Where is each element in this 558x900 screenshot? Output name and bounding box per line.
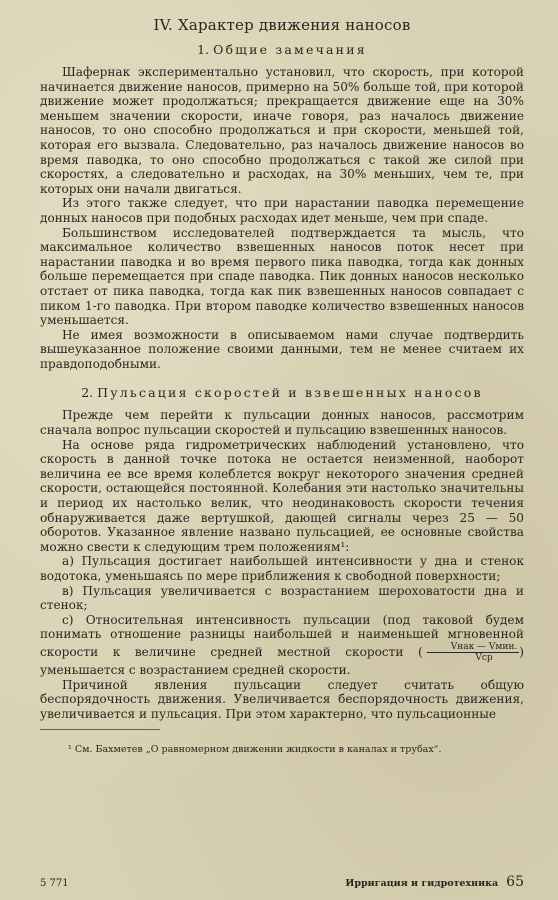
list-item-c-end: ) уменьшается с возрастанием средней скорости. bbox=[40, 644, 524, 677]
journal-name: Ирригация и гидротехника bbox=[345, 878, 499, 889]
list-item-a: а) Пульсация достигает наибольшей интенсивности у дна и стенок водотока, уменьшаясь по мере приближения к свободной поверхности; bbox=[40, 554, 524, 583]
list-item-c: с) Относительная интенсивность пульсации (под таковой будем понимать отношение разницы наибольшей и наименьшей мгновенной скорости к величине средней местной скорости ( $\frac{\text{Vнак — Vмин.}}{\text{Vср}}$ ) уменьшается с возрастанием средней скорости. bbox=[40, 612, 524, 677]
list-item-c-text: с) Относительная интенсивность пульсации (под таковой будем понимать отношение разницы наибольшей и наименьшей мгновенной скорости к величине средней местной скорости bbox=[40, 612, 524, 659]
velocity-ratio-formula bbox=[427, 642, 520, 663]
section1-paragraph-2: Из этого также следует, что при нарастании паводка перемещение донных наносов при подобных расходах идет меньше, чем при спаде. bbox=[40, 196, 524, 225]
section2-title: Пульсация скоростей и взвешенных наносов bbox=[97, 385, 483, 401]
page-footer bbox=[40, 874, 524, 890]
formula-denominator: Vср bbox=[475, 652, 493, 663]
footer-right bbox=[345, 874, 524, 890]
section1-title: Общие замечания bbox=[213, 42, 367, 57]
footnote: ¹ См. Бахметев „О равномерном движении жидкости в каналах и трубах“. bbox=[68, 744, 442, 756]
footnote-divider bbox=[40, 729, 160, 730]
section2-heading bbox=[40, 385, 524, 400]
section2-paragraph-3: Причиной явления пульсации следует считать общую беспорядочность движения. Увеличивается беспорядочность движения, увеличивается и пульсация. При этом характерно, что пульсационные bbox=[40, 677, 524, 721]
formula-numerator: Vнак — Vмин. bbox=[427, 642, 520, 653]
section1-paragraph-1: Шафернак экспериментально установил, что скорость, при которой начинается движение наносов, примерно на 50% больше той, при которой движение может продолжаться; прекращается движение еще на 30% меньшем значении скорости, иначе говоря, раз началось движение наносов, то оно способно продолжаться и при скорости, меньшей той, которая его вызвала. Следовательно, раз началось движение наносов во время паводка, то оно способно продолжаться с такой же силой при скоростях, а следовательно и расходах, на 30% меньших, чем те, при которых они начали двигаться. bbox=[40, 65, 524, 196]
section1-paragraph-3: Большинством исследователей подтверждается та мысль, что максимальное количество взвешенных наносов поток несет при нарастании паводка и во время первого пика паводка, тогда как донных больше перемещается при спаде паводка. Пик донных наносов несколько отстает от пика паводка, тогда как пик взвешенных наносов совпадает с пиком 1-го паводка. При втором паводке количество взвешенных наносов уменьшается. bbox=[40, 225, 524, 328]
section1-heading bbox=[40, 42, 524, 57]
footer-print-mark: 5 771 bbox=[40, 878, 69, 889]
section2-paragraph-1: Прежде чем перейти к пульсации донных наносов, рассмотрим сначала вопрос пульсации скоростей и пульсацию взвешенных наносов. bbox=[40, 408, 524, 438]
page-number: 65 bbox=[506, 874, 524, 890]
section1-number: 1. bbox=[197, 42, 210, 57]
section2-number: 2. bbox=[81, 385, 94, 401]
list-item-b: в) Пульсация увеличивается с возрастанием шероховатости дна и стенок; bbox=[40, 583, 524, 613]
chapter-title: IV. Характер движения наносов bbox=[153, 16, 411, 34]
section2-paragraph-2: На основе ряда гидрометрических наблюдений установлено, что скорость в данной точке потока не остается неизменной, наоборот величина ее все время колеблется вокруг некоторого значения средней скорости, остающейся постоянной. Колебания эти настолько значительны и период их настолько велик, что неодинаковость скорости течения обнаруживается даже вертушкой, дающей сигналы через 25 — 50 оборотов. Указанное явление названо пульсацией, ее основные свойства можно свести к следующим трем положениям¹: bbox=[40, 437, 524, 554]
section1-paragraph-4: Не имея возможности в описываемом нами случае подтвердить вышеуказанное положение своими данными, тем не менее считаем их правдоподобными. bbox=[40, 327, 524, 371]
